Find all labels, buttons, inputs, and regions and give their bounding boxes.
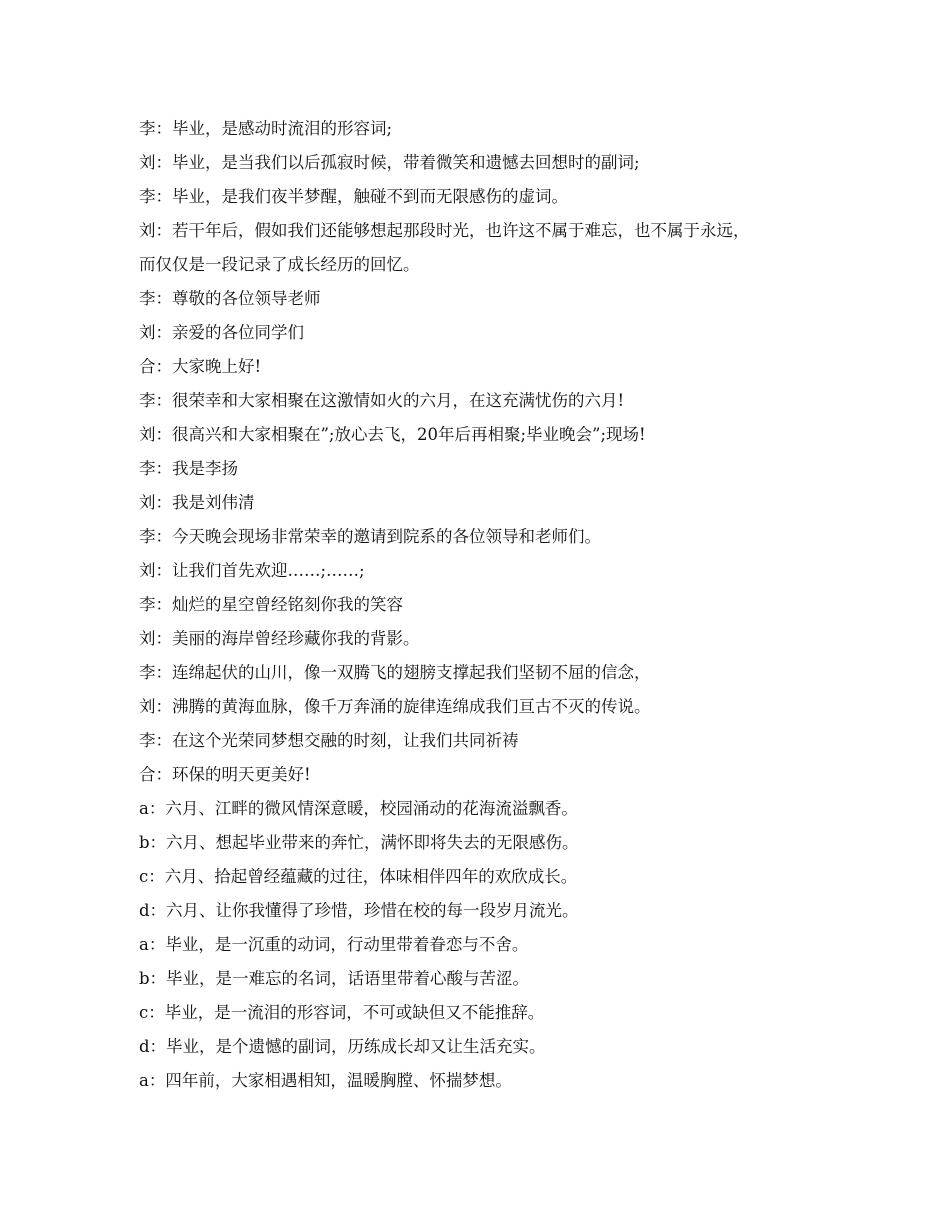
text-line: 刘：沸腾的黄海血脉，像千万奔涌的旋律连绵成我们亘古不灭的传说。 xyxy=(139,697,651,716)
text-line: 李：我是李扬 xyxy=(139,459,238,478)
text-line: 刘：让我们首先欢迎……;……; xyxy=(139,561,365,580)
text-line: 刘：很高兴和大家相聚在”;放心去飞，20年后再相聚;毕业晚会”;现场! xyxy=(139,425,646,444)
text-line: a：六月、江畔的微风情深意暖，校园涌动的花海流溢飘香。 xyxy=(139,799,578,818)
document-body xyxy=(139,112,839,1098)
text-line: 刘：若干年后，假如我们还能够想起那段时光，也许这不属于难忘，也不属于永远， xyxy=(139,221,750,240)
text-line: 李：很荣幸和大家相聚在这激情如火的六月，在这充满忧伤的六月! xyxy=(139,391,625,410)
text-line: 刘：毕业，是当我们以后孤寂时候，带着微笑和遗憾去回想时的副词; xyxy=(139,153,640,172)
text-line: b：毕业，是一难忘的名词，话语里带着心酸与苦涩。 xyxy=(139,969,530,988)
text-line: d：毕业，是个遗憾的副词，历练成长却又让生活充实。 xyxy=(139,1037,546,1056)
text-line: 刘：美丽的海岸曾经珍藏你我的背影。 xyxy=(139,629,420,648)
text-line: c：毕业，是一流泪的形容词，不可或缺但又不能推辞。 xyxy=(139,1003,545,1022)
text-line: 合：大家晚上好! xyxy=(139,357,262,376)
text-line: 李：毕业，是感动时流泪的形容词; xyxy=(139,119,393,138)
text-line: 合：环保的明天更美好! xyxy=(139,765,311,784)
text-line: 李：尊敬的各位领导老师 xyxy=(139,289,321,308)
text-line: 而仅仅是一段记录了成长经历的回忆。 xyxy=(139,255,420,274)
text-line: 刘：我是刘伟清 xyxy=(139,493,255,512)
text-line: a：毕业，是一沉重的动词，行动里带着眷恋与不舍。 xyxy=(139,935,529,954)
text-line: 李：在这个光荣同梦想交融的时刻，让我们共同祈祷 xyxy=(139,731,519,750)
text-line: 李：今天晚会现场非常荣幸的邀请到院系的各位领导和老师们。 xyxy=(139,527,601,546)
text-line: a：四年前，大家相遇相知，温暖胸膛、怀揣梦想。 xyxy=(139,1071,512,1090)
text-line: 李：毕业，是我们夜半梦醒，触碰不到而无限感伤的虚词。 xyxy=(139,187,568,206)
text-line: 刘：亲爱的各位同学们 xyxy=(139,323,304,342)
text-line: d：六月、让你我懂得了珍惜，珍惜在校的每一段岁月流光。 xyxy=(139,901,579,920)
text-line: b：六月、想起毕业带来的奔忙，满怀即将失去的无限感伤。 xyxy=(139,833,579,852)
text-line: 李：连绵起伏的山川，像一双腾飞的翅膀支撑起我们坚韧不屈的信念， xyxy=(139,663,651,682)
text-line: c：六月、拾起曾经蕴藏的过往，体味相伴四年的欢欣成长。 xyxy=(139,867,578,886)
text-line: 李：灿烂的星空曾经铭刻你我的笑容 xyxy=(139,595,403,614)
